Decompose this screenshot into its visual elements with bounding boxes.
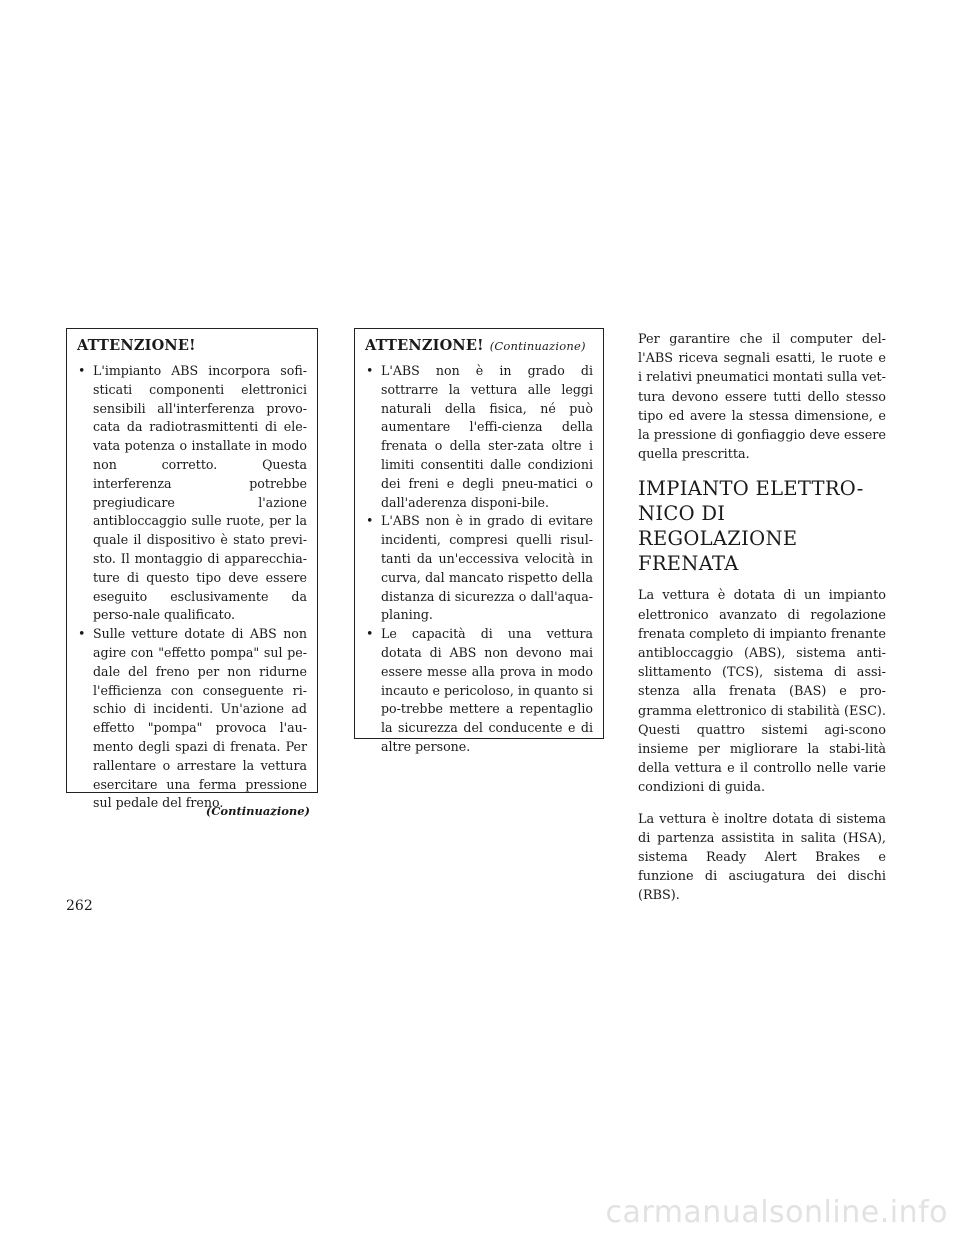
list-item: [365, 512, 593, 625]
bullet-icon: •: [78, 626, 86, 642]
page-number: 262: [66, 898, 93, 914]
warning-box-continued: [354, 328, 604, 754]
warning-list: [77, 362, 307, 813]
list-item: [77, 362, 307, 625]
warning-title: ATTENZIONE!: [77, 337, 196, 354]
bullet-icon: •: [366, 513, 374, 529]
list-item: [77, 625, 307, 813]
warning-title-continued: (Continuazione): [489, 339, 586, 353]
section-heading: IMPIANTO ELETTRO-NICO DI REGOLAZIONE FRENATA: [638, 477, 864, 576]
continued-label: (Continuazione): [205, 804, 310, 818]
right-column: [638, 330, 886, 918]
bullet-icon: •: [366, 626, 374, 642]
body-paragraph: La vettura è dotata di un impianto elettronico avanzato di regolazione frenata completo di impianto frenante antibloccaggio (ABS), sistema anti-slittamento (TCS), sistema di assi-stenza alla frenata (BAS) e pro-gramma elettronico di stabilità (ESC). Questi quattro sistemi agi-scono insieme per migliorare la stabi-lità della vettura e il controllo nelle varie condizioni di guida.: [638, 588, 886, 796]
warning-list: [365, 362, 593, 757]
warning-title-text: ATTENZIONE!: [365, 337, 484, 354]
intro-paragraph: Per garantire che il computer del-l'ABS riceva segnali esatti, le ruote e i relativi pneumatici montati sulla vet-tura devono essere tutti dello stesso tipo ed avere la stessa dimensione, e la pressione di gonfiaggio deve essere quella prescritta.: [638, 332, 886, 463]
list-item-text: Le capacità di una vettura dotata di ABS non devono mai essere messe alla prova in modo incauto e pericoloso, in quanto si po-trebbe mettere a repentaglio la sicurezza del conducente e di altre persone.: [381, 626, 593, 754]
list-item-text: L'impianto ABS incorpora sofi-sticati componenti elettronici sensibili all'interferenza provo-cata da radiotrasmittenti di ele-vata potenza o installate in modo non corretto. Questa interferenza potrebbe pregiudicare l'azione antibloccaggio sulle ruote, per la quale il dispositivo è stato previ-sto. Il montaggio di apparecchia-ture di questo tipo deve essere eseguito esclusivamente da perso-nale qualificato.: [93, 363, 307, 623]
list-item-text: L'ABS non è in grado di sottrarre la vettura alle leggi naturali della fisica, né può aumentare l'effi-cienza della frenata o della ster-zata oltre i limiti consentiti dalle condizioni dei freni e degli pneu-matici o dall'aderenza disponi-bile.: [381, 363, 593, 510]
bullet-icon: •: [78, 363, 86, 378]
list-item: [365, 362, 593, 512]
body-paragraph: La vettura è inoltre dotata di sistema di partenza assistita in salita (HSA), sistema Ready Alert Brakes e funzione di asciugatura dei dischi (RBS).: [638, 811, 886, 904]
list-item: [365, 625, 593, 757]
watermark-logo: carmanualsonline.info: [605, 1195, 948, 1230]
list-item-text: L'ABS non è in grado di evitare incidenti, compresi quelli risul-tanti da un'eccessiva velocità in curva, dal mancato rispetto della distanza di sicurezza o dall'aqua-planing.: [381, 513, 593, 623]
list-item-text: Sulle vetture dotate di ABS non agire con "effetto pompa" sul pe-dale del freno per non ridurne l'efficienza con conseguente ri-schio di incidenti. Un'azione ad effetto "pompa" provoca l'au-mento degli spazi di frenata. Per rallentare o arrestare la vettura esercitare una ferma pressione sul pedale del freno.: [93, 626, 307, 811]
bullet-icon: •: [366, 363, 374, 378]
warning-title: [365, 337, 593, 354]
